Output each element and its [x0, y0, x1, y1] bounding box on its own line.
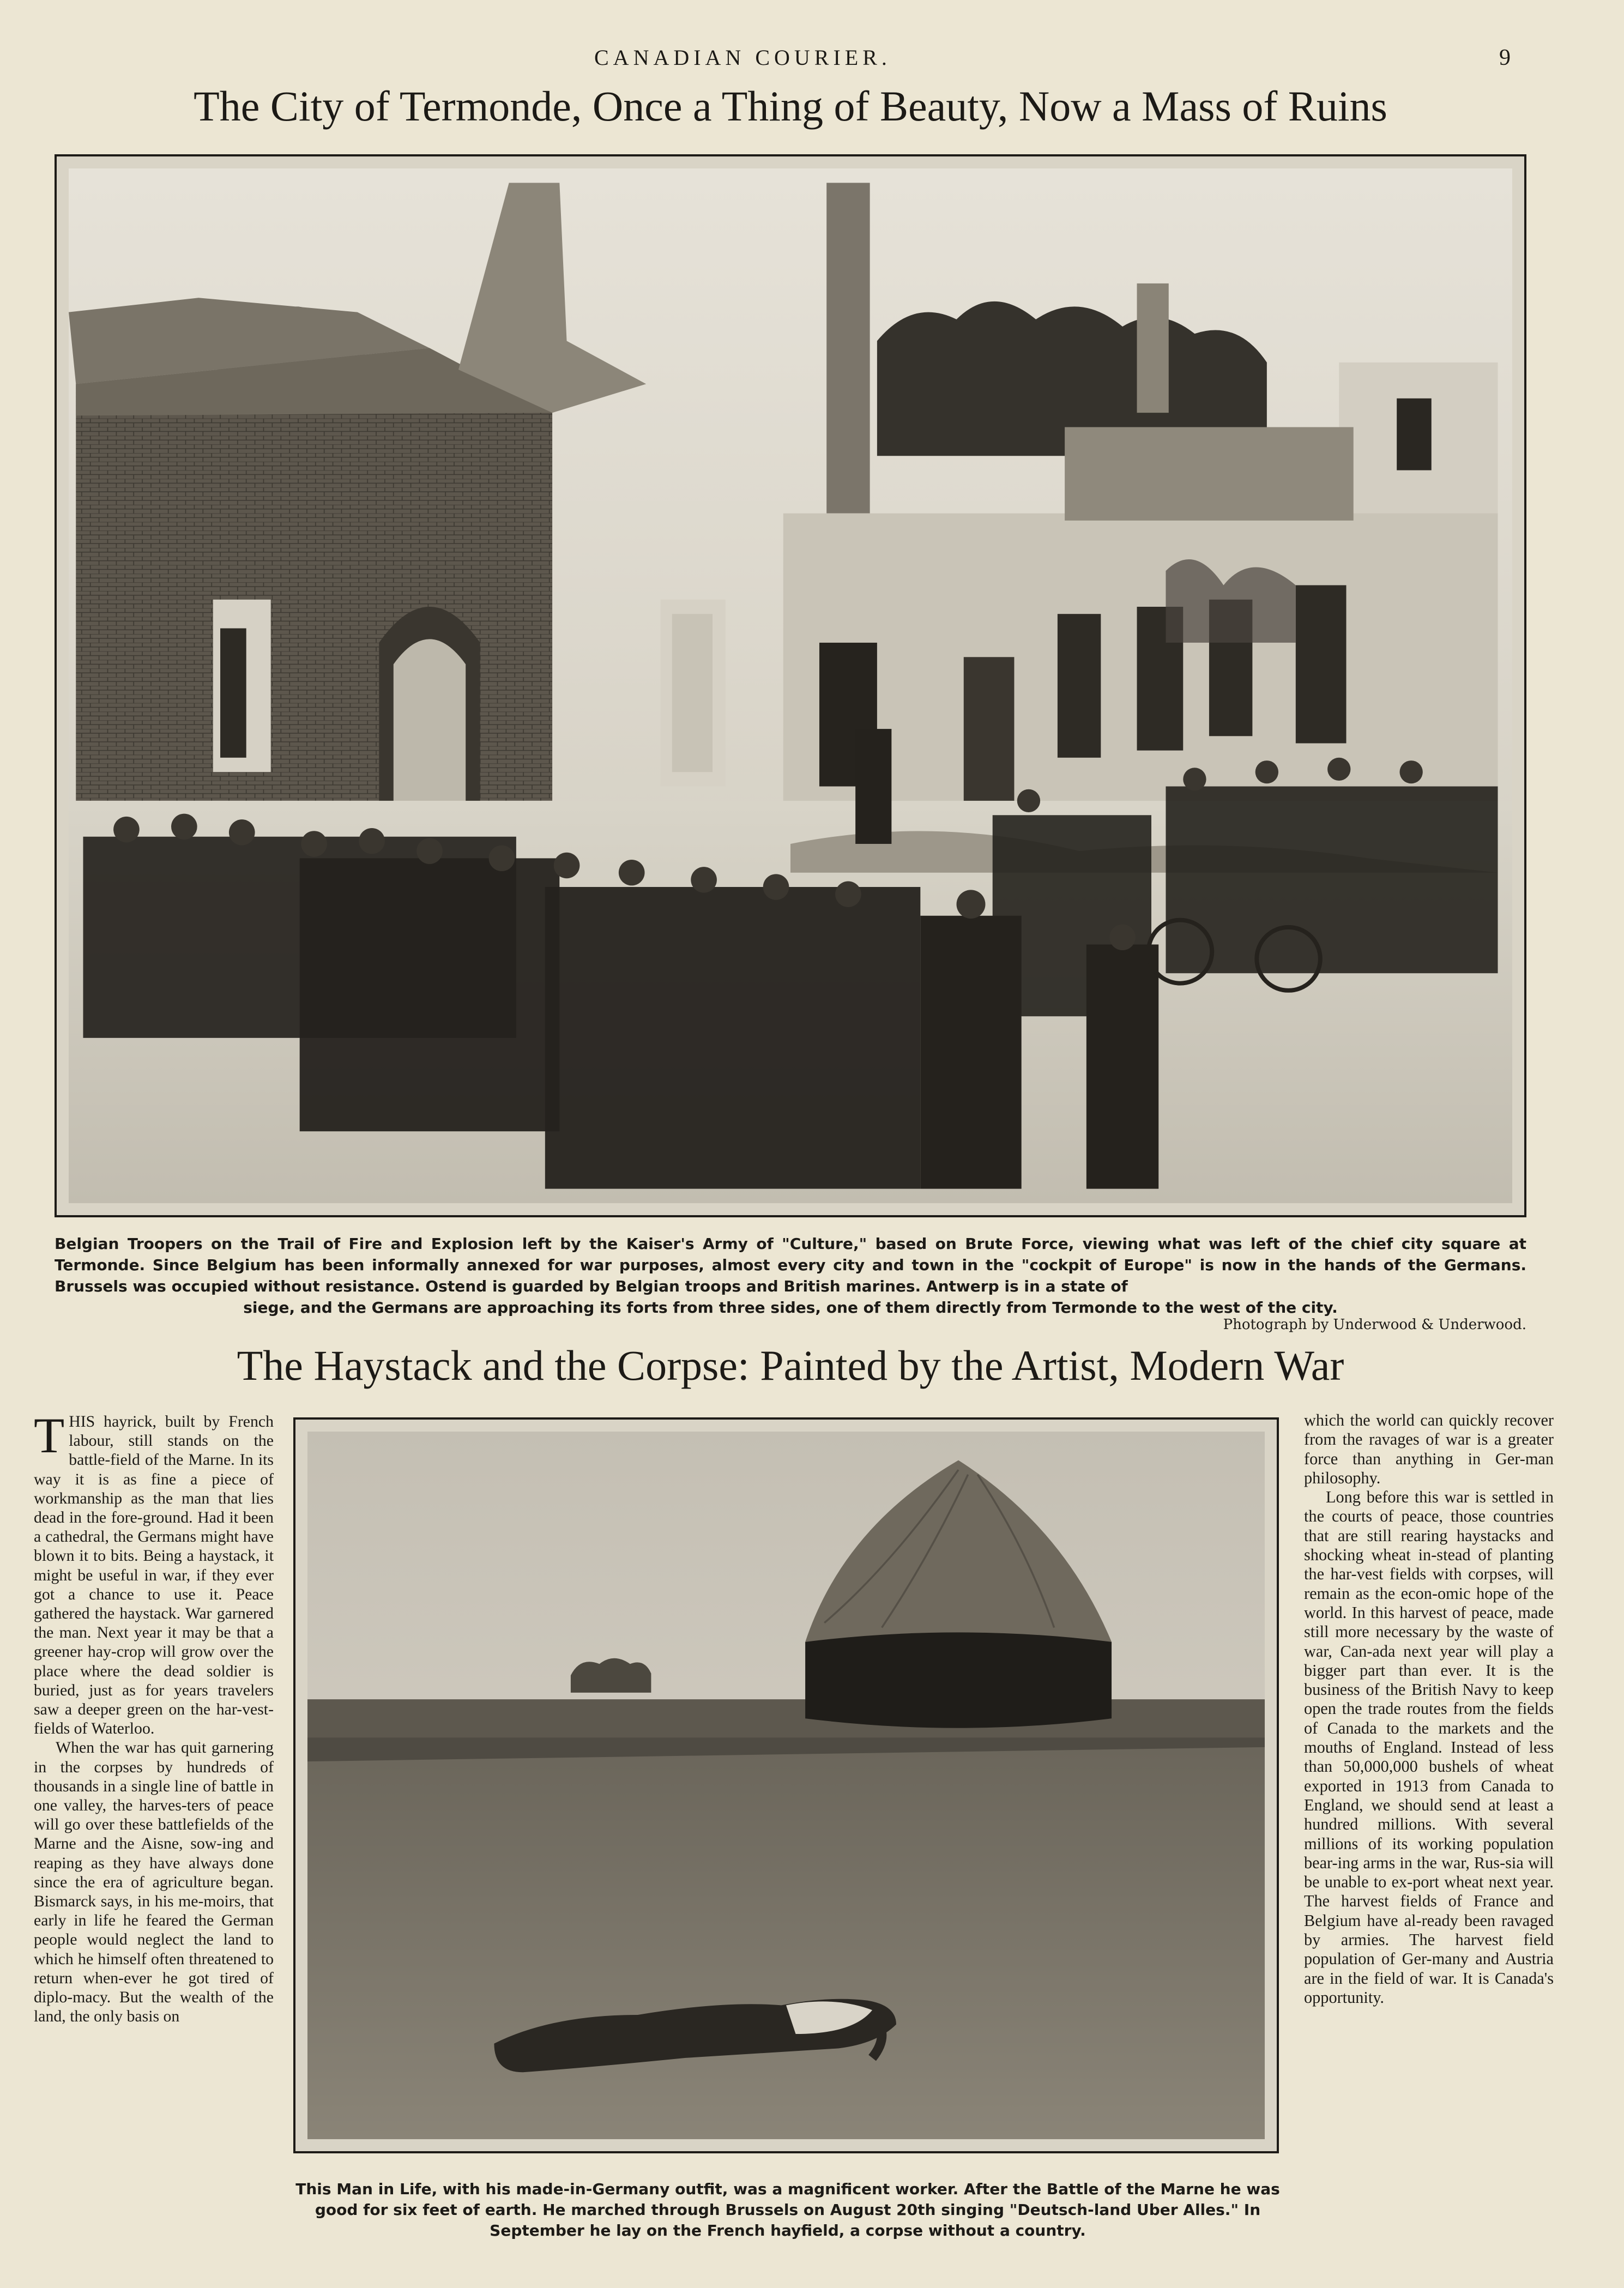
- article2-caption: This Man in Life, with his made-in-Germany outfit, was a magnificent worker. After the Battle of the Marne he was good for six feet of earth. He marched through Brussels on August 20th singing "Deutsch-land Uber Alles." In September he lay on the French hayfield, a corpse without a country.: [295, 2180, 1280, 2239]
- article1-caption-last: siege, and the Germans are approaching its forts from three sides, one of them directly from Termonde to the west of the city.: [243, 1299, 1338, 1317]
- photo-credit: Photograph by Underwood & Underwood.: [1223, 1317, 1526, 1333]
- left-paragraph-2: When the war has quit garnering in the corpses by hundreds of thousands in a single line of battle in one valley, the harves-ters of peace will go over these battlefields of the Marne and the Aisne, sow-ing and reaping as they have always done since the era of agriculture began. Bismarck says, in his me-moirs, that early in life he feared the German people would neglect the land to which he himself often threatened to return when-ever he got tired of diplo-macy. But the wealth of the land, the only basis on: [34, 1738, 274, 2026]
- dropcap: T: [34, 1408, 65, 1463]
- termonde-ruins-image: [69, 168, 1512, 1203]
- right-paragraph-2: Long before this war is settled in the courts of peace, those countries that are still rearing haystacks and shocking wheat in-stead of planting the har-vest fields with corpses, will remain as the econ-omic hope of the world. In this harvest of peace, made still more necessary by the waste of war, Can-ada next year will play a bigger part than ever. It is the business of the British Navy to keep open the trade routes from the fields of Canada to the markets and the mouths of England. Instead of less than 50,000,000 bushels of wheat exported in 1913 from Canada to England, we should send at least a hundred millions. With several millions of its working population bear-ing arms in the war, Rus-sia will be unable to ex-port wheat next year. The harvest fields of France and Belgium have al-ready been ravaged by armies. The harvest field population of Ger-many and Austria are in the field of war. It is Canada's opportunity.: [1304, 1488, 1554, 2007]
- left-paragraph-1: HIS hayrick, built by French labour, still stands on the battle-field of the Marne. In its way it is as fine a piece of workmanship as the man that lies dead in the fore-ground. Had it been a cathedral, the Germans might have blown it to bits. Being a haystack, it might be useful in war, if they ever got a chance to use it. Peace gathered the haystack. War garnered the man. Next year it may be that a greener hay-crop will grow over the place where the dead soldier is buried, just as for years travelers saw a deeper green on the har-vest-fields of Waterloo.: [34, 1412, 274, 1738]
- running-head: CANADIAN COURIER.: [594, 45, 891, 70]
- haystack-corpse-photo: [293, 1417, 1279, 2153]
- article1-caption-main: Belgian Troopers on the Trail of Fire and Explosion left by the Kaiser's Army of "Culture," based on Brute Force, viewing what was left of the chief city square at Termonde. Since Belgium has been informally annexed for war purposes, almost every city and town in the "cockpit of Europe" is now in the hands of the Germans. Brussels was occupied without resistance. Ostend is guarded by Belgian troops and British marines. Antwerp is in a state of: [55, 1235, 1526, 1295]
- haystack-corpse-image: [307, 1432, 1265, 2139]
- right-paragraph-1: which the world can quickly recover from the ravages of war is a greater force than anything in Ger-man philosophy.: [1304, 1411, 1554, 1487]
- article2-headline: The Haystack and the Corpse: Painted by the Artist, Modern War: [237, 1342, 1344, 1389]
- article2-right-column: [1304, 1411, 1554, 2007]
- article1-headline: The City of Termonde, Once a Thing of Beauty, Now a Mass of Ruins: [194, 82, 1387, 130]
- article2-left-column: [34, 1408, 274, 2026]
- termonde-ruins-photo: [55, 154, 1526, 1217]
- page-number: 9: [1499, 45, 1511, 70]
- article1-caption: [55, 1233, 1526, 1318]
